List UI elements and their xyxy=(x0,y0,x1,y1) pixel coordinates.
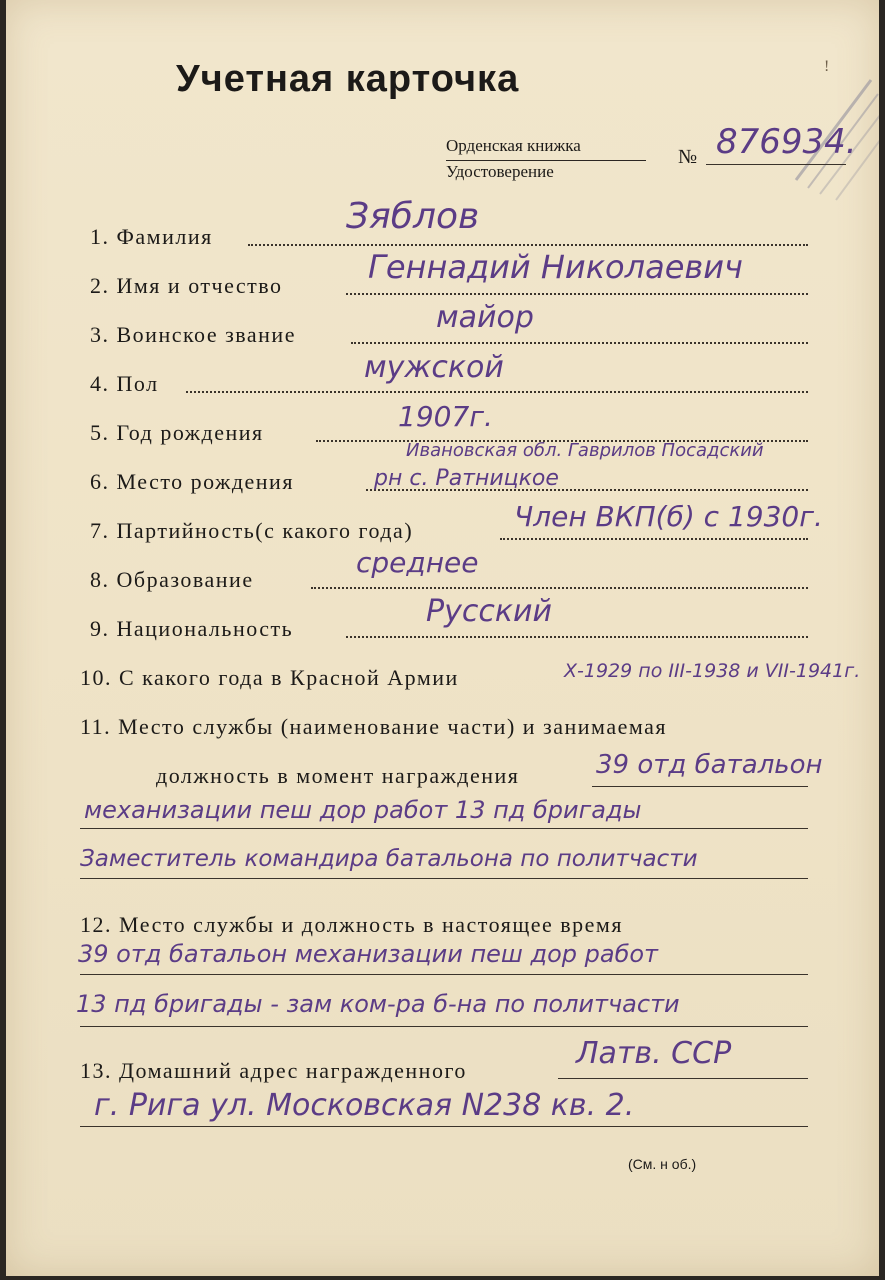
dotted-line xyxy=(346,293,808,295)
underline xyxy=(80,1026,808,1027)
field-birthplace-value-line1: Ивановская обл. Гаврилов Посадский xyxy=(406,440,764,461)
underline xyxy=(80,1126,808,1127)
order-book-number: 876934. xyxy=(716,122,857,162)
field-home-address-label: 13. Домашний адрес награжденного xyxy=(80,1058,467,1083)
field-education-value: среднее xyxy=(356,546,479,579)
field-party-label: 7. Партийность(с какого года) xyxy=(90,518,414,543)
field-name-label: 2. Имя и отчество xyxy=(90,273,283,298)
card-title: Учетная карточка xyxy=(176,58,520,100)
field-service-label-line2: должность в момент награждения xyxy=(156,763,520,788)
underline xyxy=(592,786,808,787)
field-rank-label: 3. Воинское звание xyxy=(90,322,296,347)
field-nationality-label: 9. Национальность xyxy=(90,616,294,641)
field-home-address-value-line2: г. Рига ул. Московская N238 кв. 2. xyxy=(94,1088,635,1123)
underline xyxy=(80,878,808,879)
stray-mark: ! xyxy=(824,58,830,75)
field-nationality-value: Русский xyxy=(426,594,552,629)
dotted-line xyxy=(500,538,808,540)
field-surname-value: Зяблов xyxy=(346,196,480,237)
field-rank-value: майор xyxy=(436,300,534,335)
certificate-label: Удостоверение xyxy=(446,162,554,181)
field-surname-label: 1. Фамилия xyxy=(90,224,213,249)
field-birthplace-label: 6. Место рождения xyxy=(90,469,294,494)
underline xyxy=(80,828,808,829)
field-birth-year-value: 1907г. xyxy=(398,400,493,433)
dotted-line xyxy=(311,587,808,589)
field-service-value-line1: 39 отд батальон xyxy=(596,750,823,780)
see-back-note: (См. н об.) xyxy=(628,1156,697,1172)
dotted-line xyxy=(186,391,808,393)
field-service-label-line1: 11. Место службы (наименование части) и занимаемая xyxy=(80,714,668,739)
field-birth-year-label: 5. Год рождения xyxy=(90,420,264,445)
dotted-line xyxy=(248,244,808,246)
fraction-line xyxy=(446,160,646,161)
field-party-value: Член ВКП(б) с 1930г. xyxy=(514,500,823,533)
underline xyxy=(80,974,808,975)
number-underline xyxy=(706,164,846,165)
dotted-line xyxy=(351,342,808,344)
field-army-since-label: 10. С какого года в Красной Армии xyxy=(80,665,459,690)
field-birthplace-value-line2: рн с. Ратницкое xyxy=(374,466,559,491)
field-current-service-label: 12. Место службы и должность в настоящее время xyxy=(80,912,623,937)
dotted-line xyxy=(346,636,808,638)
field-home-address-value-line1: Латв. ССР xyxy=(576,1036,732,1071)
registration-card xyxy=(6,0,879,1276)
field-current-service-value-line1: 39 отд батальон механизации пеш дор работ xyxy=(78,940,659,968)
underline xyxy=(558,1078,808,1079)
field-sex-label: 4. Пол xyxy=(90,371,159,396)
order-book-label: Орденская книжка xyxy=(446,136,581,155)
field-name-value: Геннадий Николаевич xyxy=(368,248,743,286)
field-army-since-value: Х-1929 по III-1938 и VII-1941г. xyxy=(564,660,861,682)
field-education-label: 8. Образование xyxy=(90,567,254,592)
field-sex-value: мужской xyxy=(364,350,504,385)
field-current-service-value-line2: 13 пд бригады - зам ком-ра б-на по политчасти xyxy=(76,990,680,1018)
field-service-value-line3: Заместитель командира батальона по политчасти xyxy=(80,846,698,872)
field-service-value-line2: механизации пеш дор работ 13 пд бригады xyxy=(84,796,642,824)
number-sign: № xyxy=(678,146,698,168)
